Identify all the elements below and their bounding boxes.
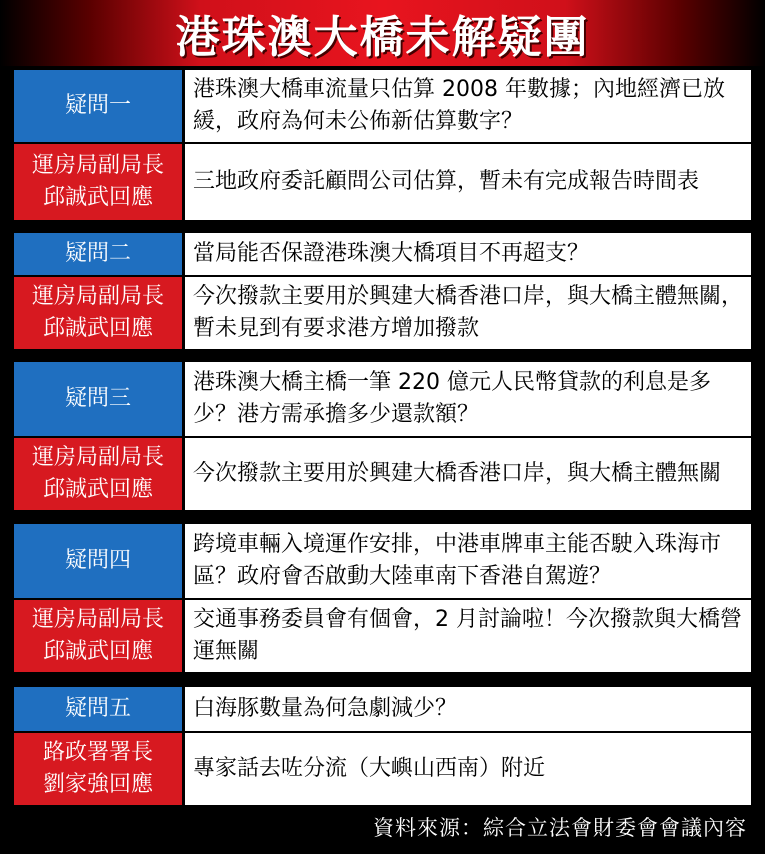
- question-row: [14, 70, 751, 144]
- answer-label: [14, 600, 185, 672]
- answer-row: [14, 733, 751, 805]
- answer-label: [14, 277, 185, 349]
- question-text: 港珠澳大橋主橋一筆 220 億元人民幣貸款的利息是多少？港方需承擔多少還款額？: [185, 362, 751, 436]
- respondent-name: 邱誠武回應: [42, 477, 153, 502]
- answer-row: [14, 277, 751, 349]
- question-text: 港珠澳大橋車流量只估算 2008 年數據；內地經濟已放緩，政府為何未公佈新估算數字？: [185, 70, 751, 142]
- question-label: 疑問五: [14, 687, 185, 731]
- answer-text: 專家話去咗分流（大嶼山西南）附近: [185, 733, 751, 805]
- source-note: 資料來源：綜合立法會財委會會議內容: [373, 816, 747, 840]
- question-label: 疑問四: [14, 524, 185, 598]
- respondent-name: 邱誠武回應: [42, 639, 153, 664]
- qa-group-5: [14, 687, 751, 805]
- question-row: [14, 687, 751, 733]
- respondent-title: 路政署署長: [42, 740, 153, 765]
- respondent-title: 運房局副局長: [31, 284, 164, 309]
- answer-text: 三地政府委託顧問公司估算，暫未有完成報告時間表: [185, 144, 751, 220]
- respondent-title: 運房局副局長: [31, 153, 164, 178]
- page-title: 港珠澳大橋未解疑團: [175, 12, 590, 63]
- respondent-title: 運房局副局長: [31, 607, 164, 632]
- qa-group-1: [14, 70, 751, 220]
- question-row: [14, 362, 751, 438]
- qa-group-3: [14, 362, 751, 510]
- answer-label: [14, 144, 185, 220]
- respondent-name: 劉家強回應: [42, 772, 153, 797]
- question-text: 白海豚數量為何急劇減少？: [185, 687, 751, 731]
- question-text: 跨境車輛入境運作安排，中港車牌車主能否駛入珠海市區？政府會否啟動大陸車南下香港自駕遊？: [185, 524, 751, 598]
- answer-text: 交通事務委員會有個會，2 月討論啦！今次撥款與大橋營運無關: [185, 600, 751, 672]
- answer-label: [14, 733, 185, 805]
- answer-row: [14, 600, 751, 672]
- question-label: 疑問二: [14, 233, 185, 275]
- answer-text: 今次撥款主要用於興建大橋香港口岸，與大橋主體無關: [185, 438, 751, 510]
- answer-text: 今次撥款主要用於興建大橋香港口岸，與大橋主體無關，暫未見到有要求港方增加撥款: [185, 277, 751, 349]
- qa-group-2: [14, 233, 751, 349]
- answer-label: [14, 438, 185, 510]
- respondent-title: 運房局副局長: [31, 445, 164, 470]
- answer-row: [14, 438, 751, 510]
- answer-row: [14, 144, 751, 220]
- respondent-name: 邱誠武回應: [42, 316, 153, 341]
- question-row: [14, 524, 751, 600]
- question-label: 疑問三: [14, 362, 185, 436]
- question-text: 當局能否保證港珠澳大橋項目不再超支？: [185, 233, 751, 275]
- qa-group-4: [14, 524, 751, 672]
- question-row: [14, 233, 751, 277]
- respondent-name: 邱誠武回應: [42, 185, 153, 210]
- question-label: 疑問一: [14, 70, 185, 142]
- title-banner: [0, 0, 765, 66]
